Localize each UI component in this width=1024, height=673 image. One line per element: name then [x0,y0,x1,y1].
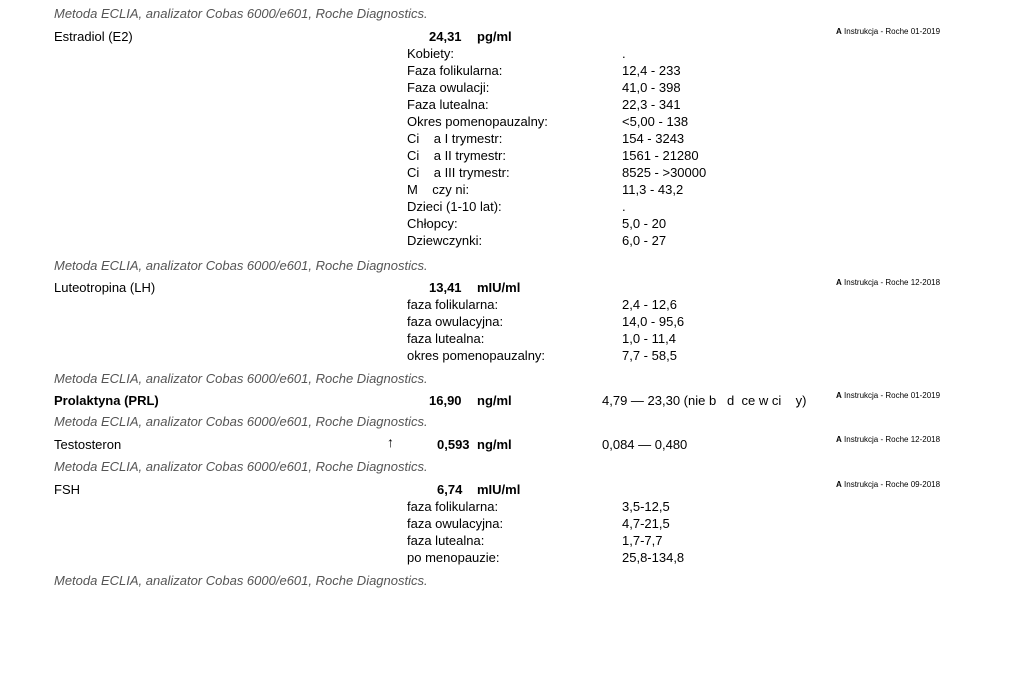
test-value-estradiol: 24,31 [429,29,462,44]
ref-label: Ci a I trymestr: [407,131,503,146]
ref-range: 25,8-134,8 [622,550,685,565]
ref-range: 1561 - 21280 [622,148,699,163]
ref-label: faza folikularna: [407,499,499,514]
ref-label: faza lutealna: [407,331,485,346]
source-prefix: A [836,391,842,400]
ref-label: faza lutealna: [407,533,485,548]
source-prefix: A [836,480,842,489]
source-text: Instrukcja - Roche 12-2018 [844,278,941,287]
ref-range: 3,5-12,5 [622,499,670,514]
ref-label: Faza owulacji: [407,80,490,95]
test-value-prolactin: 16,90 [429,393,462,408]
source-text: Instrukcja - Roche 01-2019 [844,391,941,400]
ref-range: . [622,199,626,214]
ref-label: Okres pomenopauzalny: [407,114,548,129]
source-prefix: A [836,435,842,444]
method-note: Metoda ECLIA, analizator Cobas 6000/e601, Roche Diagnostics. [54,6,428,21]
ref-range: 6,0 - 27 [622,233,667,248]
ref-label: Dziewczynki: [407,233,483,248]
method-note: Metoda ECLIA, analizator Cobas 6000/e601, Roche Diagnostics. [54,459,428,474]
source-note-lh [836,278,940,288]
source-text: Instrukcja - Roche 09-2018 [844,480,941,489]
ref-label: M czy ni: [407,182,470,197]
ref-range: 2,4 - 12,6 [622,297,677,312]
ref-range-inline: 0,084 — 0,480 [602,437,688,452]
ref-label: Kobiety: [407,46,454,61]
ref-range: 14,0 - 95,6 [622,314,685,329]
test-name-prolactin: Prolaktyna (PRL) [54,393,159,408]
source-note-prolactin [836,391,940,401]
source-text: Instrukcja - Roche 12-2018 [844,435,941,444]
ref-label: Dzieci (1-10 lat): [407,199,502,214]
ref-range: 4,7-21,5 [622,516,670,531]
ref-range: 1,7-7,7 [622,533,663,548]
source-prefix: A [836,27,842,36]
ref-range-inline: 4,79 — 23,30 (nie b d ce w ci y) [602,393,807,408]
source-note-estradiol [836,27,940,37]
ref-range: <5,00 - 138 [622,114,689,129]
test-name-fsh: FSH [54,482,80,497]
test-value-testosterone: 0,593 [437,437,470,452]
test-unit-estradiol: pg/ml [477,29,512,44]
high-flag-arrow-icon: ↑ [387,434,394,450]
test-unit-testosterone: ng/ml [477,437,512,452]
ref-range: . [622,46,626,61]
ref-label: faza owulacyjna: [407,314,504,329]
ref-range: 8525 - >30000 [622,165,707,180]
ref-range: 12,4 - 233 [622,63,681,78]
ref-label: faza owulacyjna: [407,516,504,531]
ref-label: okres pomenopauzalny: [407,348,546,363]
ref-range: 22,3 - 341 [622,97,681,112]
ref-range: 11,3 - 43,2 [622,182,684,197]
ref-label: Ci a II trymestr: [407,148,506,163]
ref-range: 1,0 - 11,4 [622,331,676,346]
source-note-testosterone [836,435,940,445]
ref-label: Ci a III trymestr: [407,165,510,180]
ref-label: Faza folikularna: [407,63,503,78]
ref-range: 41,0 - 398 [622,80,681,95]
ref-range: 154 - 3243 [622,131,685,146]
source-prefix: A [836,278,842,287]
ref-label: po menopauzie: [407,550,500,565]
method-note: Metoda ECLIA, analizator Cobas 6000/e601, Roche Diagnostics. [54,371,428,386]
ref-label: faza folikularna: [407,297,499,312]
method-note: Metoda ECLIA, analizator Cobas 6000/e601, Roche Diagnostics. [54,414,428,429]
ref-range: 5,0 - 20 [622,216,667,231]
test-unit-lh: mIU/ml [477,280,521,295]
test-name-lh: Luteotropina (LH) [54,280,156,295]
ref-range: 7,7 - 58,5 [622,348,677,363]
test-name-testosterone: Testosteron [54,437,122,452]
test-name-estradiol: Estradiol (E2) [54,29,133,44]
test-value-lh: 13,41 [429,280,462,295]
ref-label: Chłopcy: [407,216,458,231]
test-value-fsh: 6,74 [437,482,463,497]
source-text: Instrukcja - Roche 01-2019 [844,27,941,36]
method-note: Metoda ECLIA, analizator Cobas 6000/e601, Roche Diagnostics. [54,258,428,273]
test-unit-fsh: mIU/ml [477,482,521,497]
test-unit-prolactin: ng/ml [477,393,512,408]
ref-label: Faza lutealna: [407,97,489,112]
method-note: Metoda ECLIA, analizator Cobas 6000/e601, Roche Diagnostics. [54,573,428,588]
source-note-fsh [836,480,940,490]
